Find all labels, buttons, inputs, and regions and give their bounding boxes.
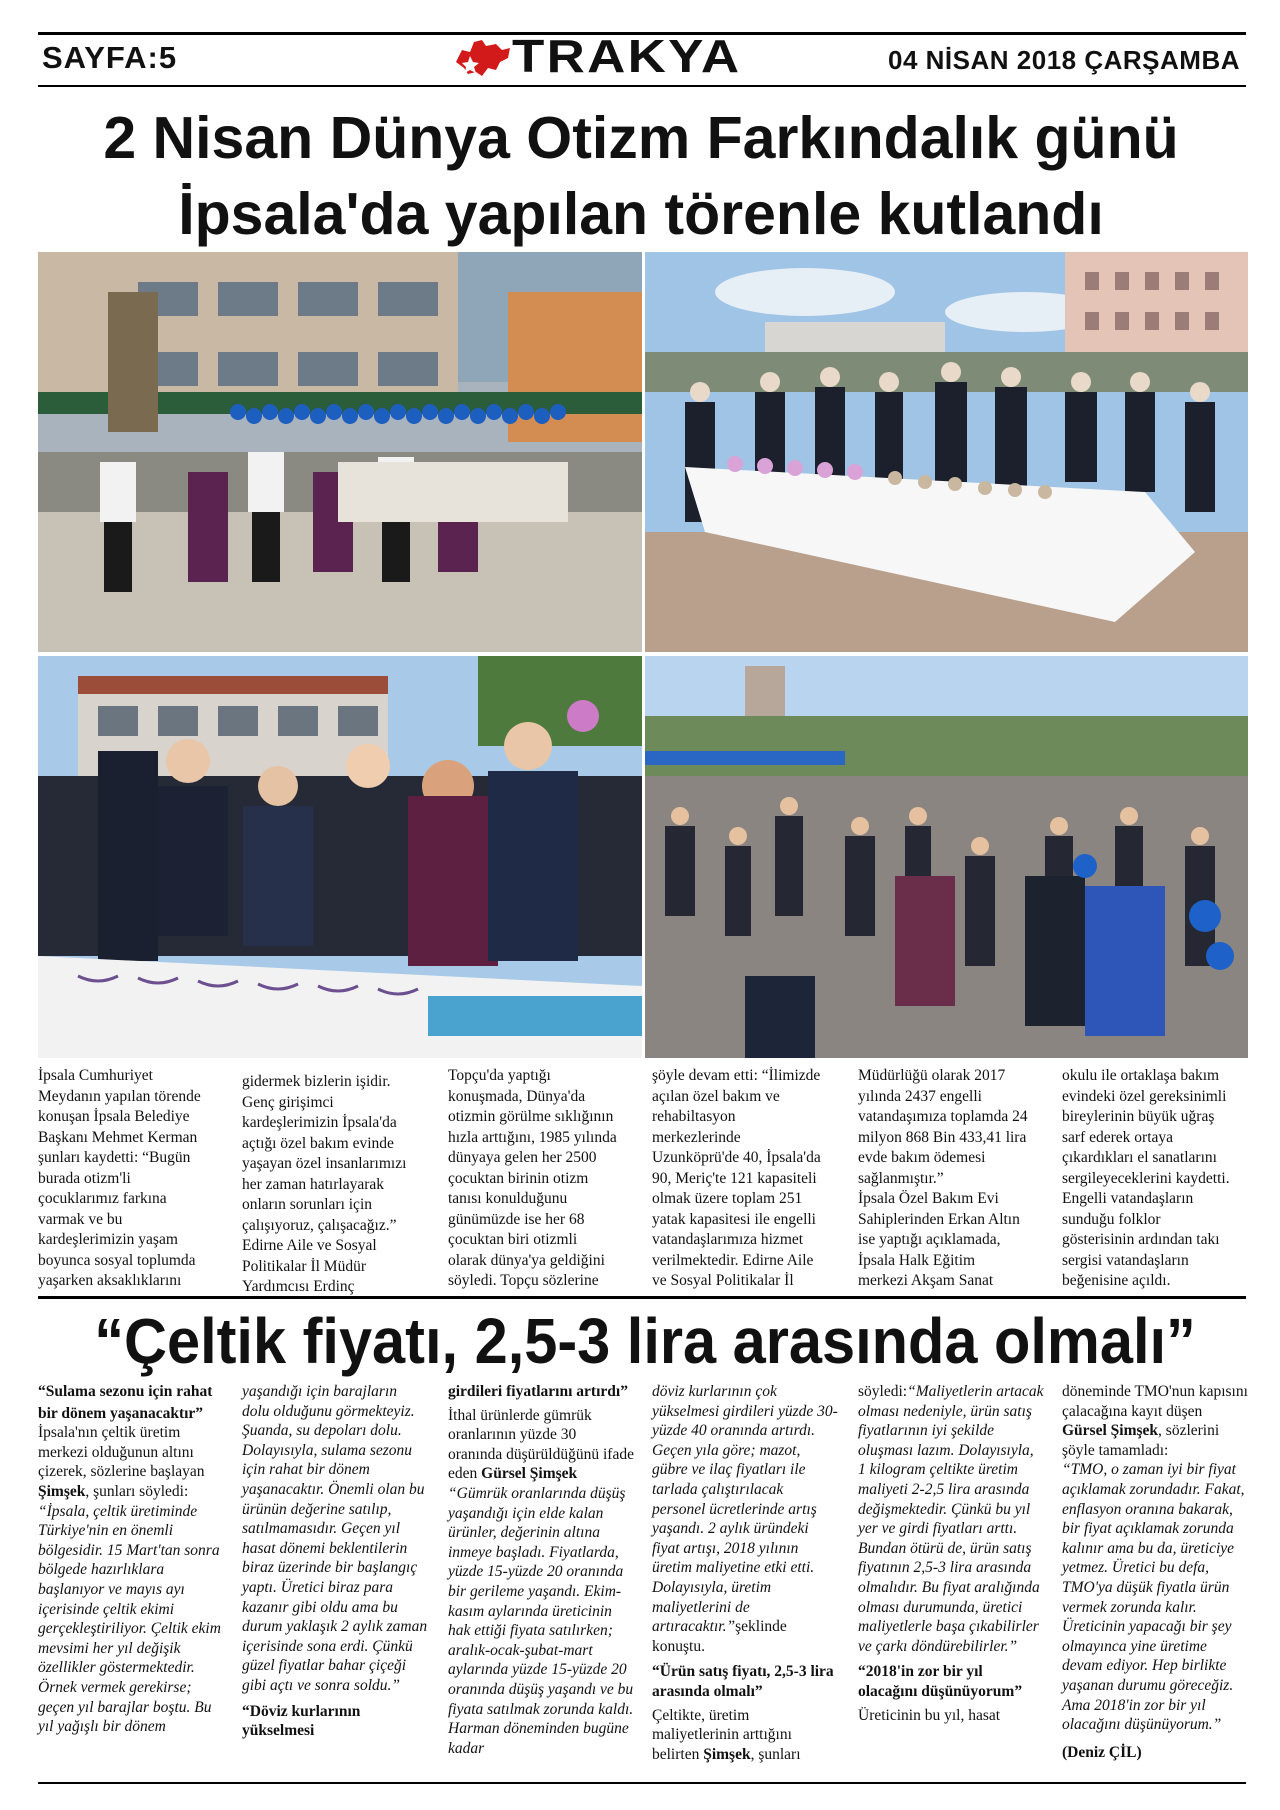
paragraph: İthal ürünlerde gümrük oranlarının yüzde 30 oranında düşürüldüğünü ifade eden Gürsel Şimşek: [448, 1406, 634, 1483]
photo-officials-table: [645, 252, 1248, 652]
article1-title-line1: 2 Nisan Dünya Otizm Farkındalık günü: [103, 105, 1179, 171]
quote-paragraph: “İpsala, çeltik üretiminde Türkiye'nin en önemli bölgesidir. 15 Mart'tan sonra bölgede hazırlıklara başlanıyor ve mayıs ayı içerisinde çeltik ekimi gerçekleştiriliyor. Çeltik ekim mevsimi her yıl değişik özellikler göstermektedir. Örnek vermek gerekirse; geçen yıl barajlar boştu. Bu yıl yağışlı bir dönem: [38, 1502, 221, 1736]
quote-paragraph: yaşandığı için barajların dolu olduğunu görmekteyiz. Şuanda, su depoları dolu. Dolayısıyla, sulama sezonu için rahat bir dönem yaşanacaktır. Önemli olan bu ürünün değerine satılıp, satılmamasıdır. Geçen yıl hasat dönemi beklentilerin biraz üzerinde bir başlangıç yaptı. Üretici biraz para kazanır gibi oldu ama bu durum yaklaşık 2 aylık zaman içerisinde sona erdi. Çünkü güzel fiyatlar bahar çiçeği gibi açtı ve sonra soldu.”: [242, 1383, 428, 1694]
paragraph: Üreticinin bu yıl, hasat: [858, 1706, 1001, 1724]
article1-column-1: İpsala Cumhuriyet Meydanın yapılan törende konuşan İpsala Belediye Başkanı Mehmet Kerman şunları kaydetti: “Bugün burada otizm'li çocuklarımız farkına varmak ve bu kardeşlerimizin yaşam boyunca sosyal toplumda yaşarken aksaklıklarını: [38, 1067, 201, 1289]
photo-circle-dance: [645, 656, 1248, 1058]
section-divider: [38, 1296, 1246, 1299]
paragraph: döneminde TMO'nun kapısını çalacağına kayıt düşen Gürsel Şimşek, sözlerini şöyle tamamladı:: [1062, 1383, 1248, 1459]
article2-column-2: [242, 1382, 428, 1741]
article2-column-3: [448, 1382, 634, 1758]
paragraph: döviz kurlarının çok yükselmesi girdileri yüzde 30-yüzde 40 oranında artırdı. Geçen yıla göre; mazot, gübre ve ilaç fiyatları ile tarlada çalıştırılacak personel ücretlerinde artış yaşandı. 2 aylık üründeki fiyat artışı, 2018 yılının üretim maliyetine etki etti. Dolayısıyla, üretim maliyetlerini de artıracaktır.”şeklinde konuştu.: [652, 1383, 838, 1655]
paragraph: Çeltikte, üretim maliyetlerinin arttığını belirten Şimşek, şunları: [652, 1706, 801, 1763]
thrace-map-icon: [452, 32, 514, 82]
article2-column-5: [858, 1382, 1044, 1725]
article1-column-2: gidermek bizlerin işidir. Genç girişimci kardeşlerimizin İpsala'da açtığı özel bakım evinde yaşayan özel insanlarımızı her zaman hatırlayarak onların sorunları için çalışıyoruz, çalışacağız.” Edirne Aile ve Sosyal Politikalar İl Müdür Yardımcısı Erdinç: [242, 1073, 407, 1295]
article2-column-1: [38, 1382, 224, 1737]
quote-paragraph: “Gümrük oranlarında düşüş yaşandığı için elde kalan ürünler, değerinin altına inmeye başladı. Fiyatlarda, yüzde 15-yüzde 20 oranında bir gerileme yaşandı. Ekim-kasım aylarında üreticinin hak ettiği fiyata satılırken; aralık-ocak-şubat-mart aylarında yüzde 15-yüzde 20 oranında düşüş yaşandı ve bu fiyata satılmak zorunda kaldı. Harman döneminden bugüne kadar: [448, 1484, 634, 1757]
subheading: girdileri fiyatlarını artırdı”: [448, 1383, 628, 1400]
article1-title-line2: İpsala'da yapılan törenle kutlandı: [178, 181, 1104, 247]
subheading: “Ürün satış fiyatı, 2,5-3 lira arasında olmalı”: [652, 1663, 834, 1700]
article1-column-4: şöyle devam etti: “İlimizde açılan özel bakım ve rehabiltasyon merkezlerinde Uzunköprü'de 40, İpsala'da 90, Meriç'te 121 kapasiteli olmak üzere toplam 251 yatak kapasitesi ile engelli vatandaşlarımıza hizmet verilmektedir. Edirne Aile ve Sosyal Politikalar İl: [652, 1067, 821, 1289]
article1-column-5: Müdürlüğü olarak 2017 yılında 2437 engelli vatandaşımıza toplamda 24 milyon 868 Bin 433,41 lira evde bakım ödemesi sağlanmıştır.” İpsala Özel Bakım Evi Sahiplerinden Erkan Altın ise yaptığı açıklamada, İpsala Halk Eğitim merkezi Akşam Sanat: [858, 1067, 1028, 1289]
page-number: SAYFA:5: [42, 40, 178, 75]
issue-date: 04 NİSAN 2018 ÇARŞAMBA: [888, 45, 1240, 75]
header-rule: [38, 85, 1246, 87]
article1-column-3: Topçu'da yaptığı konuşmada, Dünya'da otizmin görülme sıklığının hızla arttığını, 1985 yılında dünyaya gelen her 2500 çocuktan birinin otizm tanısı konulduğunu günümüzde ise her 68 çocuktan biri otizmli olarak dünya'ya geldiğini söyledi. Topçu sözlerine: [448, 1067, 617, 1289]
author-byline: (Deniz ÇİL): [1062, 1743, 1142, 1761]
subheading: bir dönem yaşanacaktır”: [38, 1404, 204, 1422]
masthead-title: TRAKYA: [512, 30, 742, 82]
photo-folk-dancers: [38, 252, 642, 652]
paragraph: söyledi:“Maliyetlerin artacak olması nedeniyle, ürün satış fiyatlarının iyi şekilde oluşması lazım. Dolayısıyla, 1 kilogram çeltikte üretim maliyeti 2-2,5 lira arasında değişmektedir. Çünkü bu yıl yer ve girdi fiyatları arttı. Bundan ötürü de, ürün satış fiyatının 2,5-3 lira arasında olmalıdır. Bu fiyat aralığında olması durumunda, üretici maliyetlerle başa çıkabilirler ve çarkı döndürebilirler.”: [858, 1383, 1044, 1655]
subheading: “Sulama sezonu için rahat: [38, 1383, 213, 1400]
masthead-logo: [452, 30, 752, 82]
quote-paragraph: “TMO, o zaman iyi bir fiyat açıklamak zorundadır. Fakat, enflasyon oranına bakarak, bir fiyat açıklamak zorunda kalınır ama bu da, üreticiye yetmez. Üretici bu defa, TMO'ya düşük fiyatla ürün vermek zorunda kalır. Üreticinin yapacağı bir şey olmayınca yine üretime devam ediyor. Hep birlikte yaşanan durumu göreceğiz. Ama 2018'in zor bir yıl olacağını düşünüyorum.”: [1062, 1461, 1245, 1734]
article2-title: “Çeltik fiyatı, 2,5-3 lira arasında olmalı”: [94, 1305, 1196, 1377]
article2-column-4: [652, 1382, 838, 1764]
article2-column-6: [1062, 1382, 1248, 1762]
paragraph: İpsala'nın çeltik üretim merkezi olduğunun altını çizerek, sözlerine başlayan Şimşek, şunları söyledi:: [38, 1424, 205, 1500]
bottom-rule: [38, 1782, 1246, 1784]
subheading: “2018'in zor bir yıl olacağını düşünüyorum”: [858, 1663, 1023, 1700]
photo-group-handicrafts: [38, 656, 642, 1058]
subheading: “Döviz kurlarının yükselmesi: [242, 1702, 361, 1740]
article1-column-6: okulu ile ortaklaşa bakım evindeki özel gereksinimli bireylerinin büyük uğraş sarf ederek ortaya çıkardıkları el sanatlarını sergileyeceklerini kaydetti. Engelli vatandaşların sunduğu folklor gösterisinin ardından takı sergisi vatandaşların beğenisine açıldı.: [1062, 1067, 1230, 1289]
article1-title: [36, 100, 1246, 252]
